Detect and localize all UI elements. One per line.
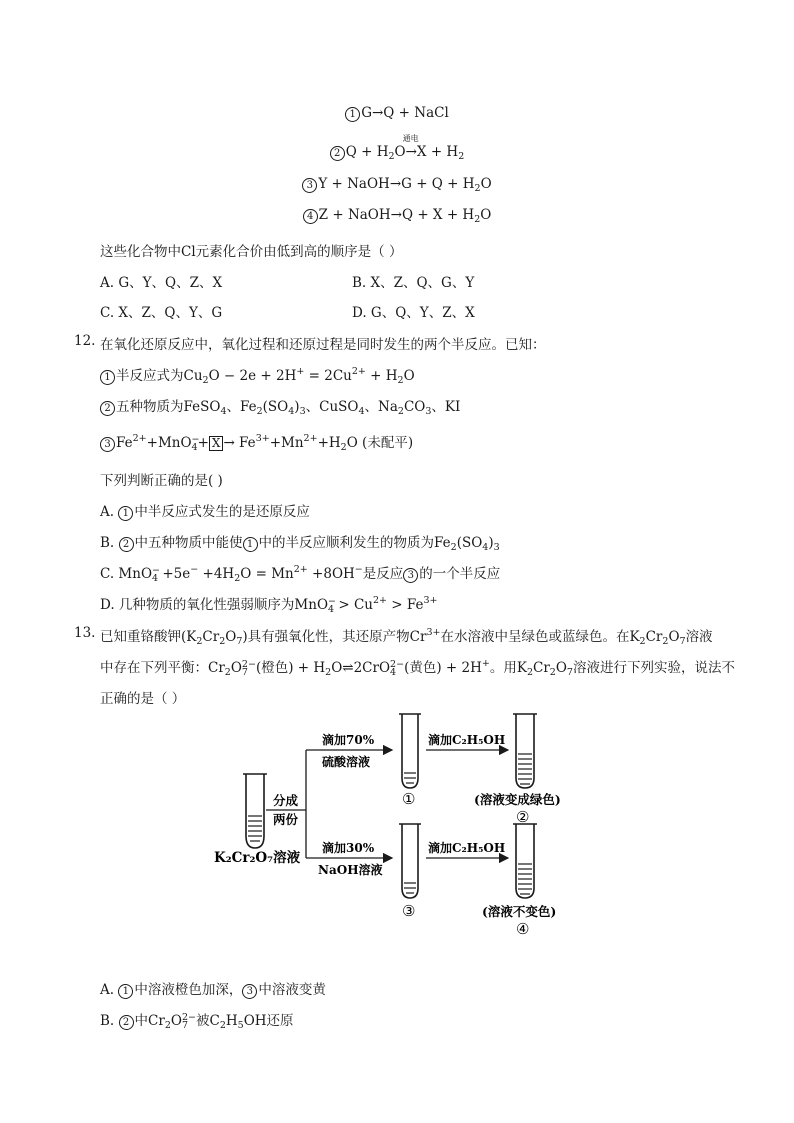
tube-2-note: (溶液变成绿色) bbox=[474, 792, 561, 807]
q13-line-1: 已知重铬酸钾$(K_2Cr_2O_7)$具有强氧化性，其还原产物$Cr^{3+}$在水溶液中呈绿色或蓝绿色。在$K_2Cr_2O_7$溶液 bbox=[100, 627, 713, 647]
experiment-diagram bbox=[200, 708, 620, 940]
q12-item-2: 2 五种物质为FeSO$_4$、$Fe_2(SO_4)_3$、CuSO$_4$、$Na_2CO_3$、KI bbox=[100, 395, 460, 417]
reaction-1: 1 G→Q + NaCl bbox=[0, 105, 794, 122]
circled-number: 2 bbox=[330, 146, 345, 161]
circled-number: 4 bbox=[303, 209, 318, 224]
q12-option-c: C. MnO$_4$ − $+5e^- +4H_2O = Mn^{2+} +8OH^-$是反应 3 的一个半反应 bbox=[100, 564, 501, 584]
q13-option-a: A. 1 中溶液橙色加深， 3 中溶液变黄 bbox=[100, 982, 326, 998]
circled-number: 3 bbox=[302, 178, 317, 193]
q13-line-2: 中存在下列平衡：$Cr_2O_7$ 2− (橙色) + $H_2O\rightleftharpoons 2CrO_4$ 2− (黄色) + 2H+。用$K_2Cr_2O_7$溶液进行下列实验，说法不 bbox=[100, 658, 735, 678]
test-tube-4 bbox=[513, 824, 537, 898]
test-tube-2 bbox=[513, 714, 537, 788]
q13-line-3: 正确的是（ ） bbox=[100, 691, 186, 707]
q12-option-a: A. 1 中半反应式发生的是还原反应 bbox=[100, 504, 310, 520]
unknown-box: X bbox=[209, 436, 224, 451]
q12-stem: 在氧化还原反应中，氧化过程和还原过程是同时发生的两个半反应。已知： bbox=[100, 337, 546, 353]
tube-4-note: (溶液不变色) bbox=[482, 904, 557, 919]
q12-stem2: 下列判断正确的是( ) bbox=[100, 473, 223, 489]
ethanol-label-top: 滴加C₂H₅OH bbox=[428, 733, 506, 747]
tube-3-label: ③ bbox=[402, 902, 416, 920]
split-label-top: 分成 bbox=[273, 793, 299, 808]
q11-stem: 这些化合物中Cl元素化合价由低到高的顺序是（ ） bbox=[100, 244, 403, 260]
tube-1-label: ① bbox=[402, 790, 416, 808]
q11-option-d: D. G、Q、Y、Z、X bbox=[352, 305, 475, 321]
q11-option-c: C. X、Z、Q、Y、G bbox=[100, 305, 223, 321]
start-test-tube bbox=[243, 774, 267, 848]
ethanol-label-bottom: 滴加C₂H₅OH bbox=[428, 841, 506, 855]
q12-number: 12. bbox=[74, 333, 96, 349]
test-tube-3 bbox=[399, 824, 421, 898]
electrolysis-arrow: 通电 → bbox=[402, 134, 419, 160]
reaction-2: 2 $Q + H_2O$ 通电 $\to X + H_2$ bbox=[0, 144, 794, 162]
q12-option-b: B. 2 中五种物质中能使 1 中的半反应顺利发生的物质为$Fe_2(SO_4)_3$ bbox=[100, 535, 500, 553]
circled-number: 1 bbox=[345, 107, 360, 122]
q13-option-b: B. 2 中$Cr_2O_7$ 2− 被$C_2H_5OH$还原 bbox=[100, 1012, 294, 1031]
q12-item-3: 3 $Fe^{2+}+MnO_4$ − + $X \to Fe^{3+}+Mn^{2+}+H_2O$ (未配平) bbox=[100, 431, 413, 453]
bottom-reagent-line-1: 滴加30% bbox=[322, 841, 375, 855]
reaction-4: 4 Z + NaOH→Q + $X + H_2O$ bbox=[0, 207, 794, 225]
bottom-reagent-line-2: NaOH溶液 bbox=[318, 863, 383, 877]
test-tube-1 bbox=[399, 714, 421, 788]
q11-option-a: A. G、Y、Q、Z、X bbox=[100, 275, 223, 291]
top-reagent-line-2: 硫酸溶液 bbox=[322, 755, 371, 769]
split-label-bottom: 两份 bbox=[273, 812, 299, 827]
start-solution-label: K₂Cr₂O₇溶液 bbox=[214, 850, 301, 866]
tube-4-label: ④ bbox=[516, 920, 530, 938]
top-reagent-line-1: 滴加70% bbox=[322, 733, 375, 747]
reaction-3: 3 Y + NaOH→G + $Q + H_2O$ bbox=[0, 176, 794, 194]
q11-option-b: B. X、Z、Q、G、Y bbox=[352, 275, 475, 291]
q12-item-1: 1 半反应式为$Cu_2O - 2e + 2H^+ = 2Cu^{2+} + H_2O$ bbox=[100, 364, 415, 386]
q13-number: 13. bbox=[74, 625, 96, 641]
tube-2-label: ② bbox=[516, 808, 530, 826]
q12-option-d: D. 几种物质的氧化性强弱顺序为MnO$_4$ − > $Cu^{2+} > Fe^{3+}$ bbox=[100, 595, 438, 615]
